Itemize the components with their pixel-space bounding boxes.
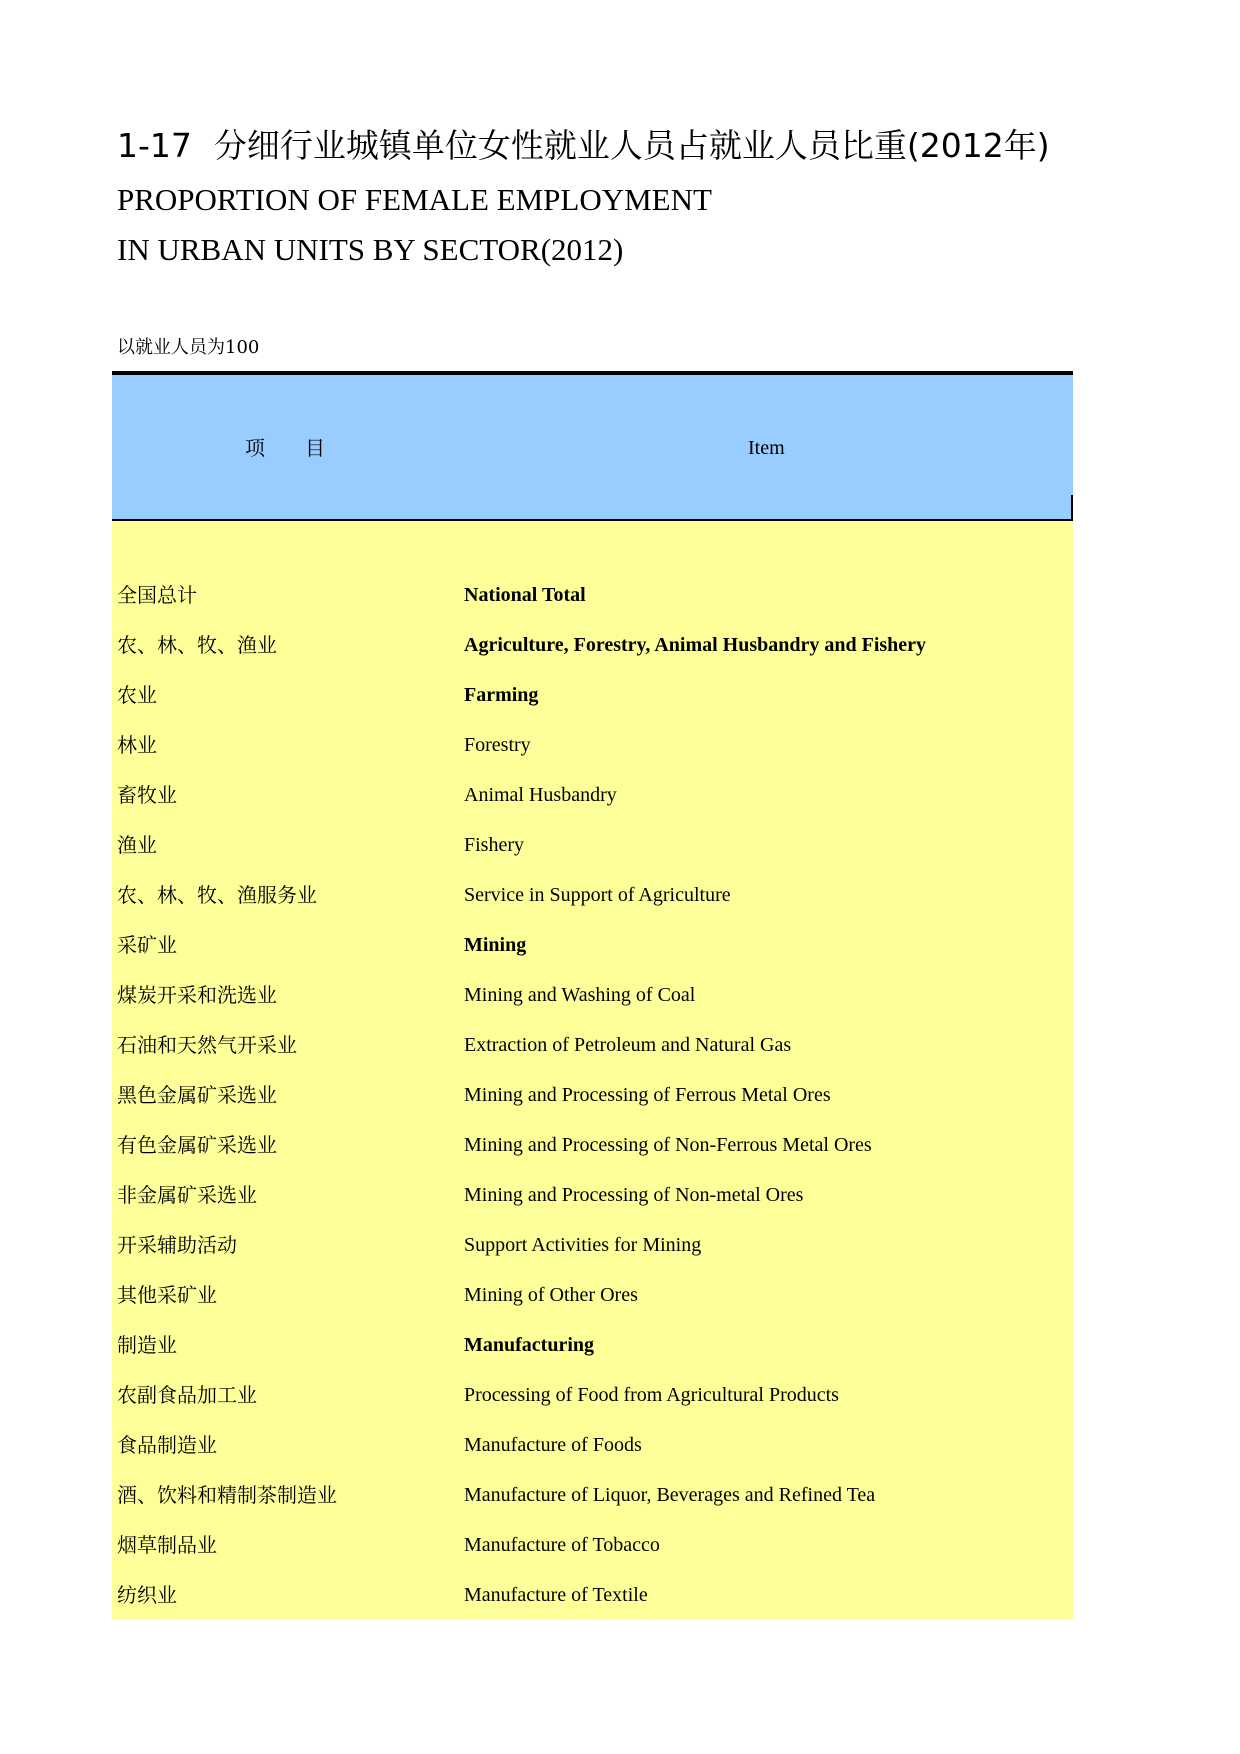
row-label-en: Mining and Processing of Ferrous Metal Ores	[464, 1084, 831, 1106]
title-cn-text: 分细行业城镇单位女性就业人员占就业人员比重(2012年)	[213, 126, 1050, 165]
row-label-en: National Total	[464, 584, 586, 606]
row-label-cn: 农副食品加工业	[117, 1383, 257, 1407]
page-title-cn	[117, 124, 1050, 168]
row-label-cn: 有色金属矿采选业	[117, 1133, 277, 1157]
row-label-en: Agriculture, Forestry, Animal Husbandry and Fishery	[464, 634, 927, 656]
table-row	[112, 825, 1073, 875]
table-row	[112, 1575, 1073, 1625]
row-label-cn: 农业	[117, 683, 157, 707]
row-label-en: Farming	[464, 684, 539, 706]
row-label-cn: 采矿业	[117, 933, 177, 957]
unit-note: 以就业人员为100	[117, 337, 260, 358]
table-row	[112, 1175, 1073, 1225]
row-label-en: Manufacturing	[464, 1334, 594, 1356]
row-label-en: Processing of Food from Agricultural Products	[464, 1384, 839, 1406]
row-label-en: Mining of Other Ores	[464, 1284, 638, 1306]
row-label-cn: 其他采矿业	[117, 1283, 217, 1307]
row-label-cn: 食品制造业	[117, 1433, 217, 1457]
table-rows	[112, 575, 1073, 1625]
row-label-cn: 煤炭开采和洗选业	[117, 983, 277, 1007]
row-label-en: Mining and Processing of Non-Ferrous Metal Ores	[464, 1134, 872, 1156]
row-label-en: Mining and Processing of Non-metal Ores	[464, 1184, 804, 1206]
table-row	[112, 1475, 1073, 1525]
row-label-en: Service in Support of Agriculture	[464, 884, 731, 906]
row-label-en: Animal Husbandry	[464, 784, 617, 806]
row-label-cn: 非金属矿采选业	[117, 1183, 257, 1207]
row-label-en: Manufacture of Foods	[464, 1434, 642, 1456]
table-row	[112, 1325, 1073, 1375]
table-row	[112, 1125, 1073, 1175]
table-row	[112, 725, 1073, 775]
table-row	[112, 1275, 1073, 1325]
row-label-en: Manufacture of Textile	[464, 1584, 648, 1606]
row-label-cn: 石油和天然气开采业	[117, 1033, 297, 1057]
row-label-cn: 烟草制品业	[117, 1533, 217, 1557]
table-number: 1-17	[117, 126, 192, 165]
row-label-cn: 农、林、牧、渔业	[117, 633, 277, 657]
table-row	[112, 675, 1073, 725]
row-label-cn: 制造业	[117, 1333, 177, 1357]
row-label-en: Mining and Washing of Coal	[464, 984, 696, 1006]
row-label-en: Manufacture of Liquor, Beverages and Refined Tea	[464, 1484, 876, 1506]
row-label-cn: 纺织业	[117, 1583, 177, 1607]
row-label-cn: 酒、饮料和精制茶制造业	[117, 1483, 337, 1507]
row-label-en: Support Activities for Mining	[464, 1234, 702, 1256]
table-row	[112, 625, 1073, 675]
row-label-cn: 开采辅助活动	[117, 1233, 237, 1257]
row-label-en: Extraction of Petroleum and Natural Gas	[464, 1034, 792, 1056]
table-row	[112, 1375, 1073, 1425]
table-row	[112, 1525, 1073, 1575]
row-label-en: Manufacture of Tobacco	[464, 1534, 660, 1556]
row-label-cn: 黑色金属矿采选业	[117, 1083, 277, 1107]
table-row	[112, 925, 1073, 975]
row-label-cn: 畜牧业	[117, 783, 177, 807]
table-row	[112, 875, 1073, 925]
row-label-cn: 林业	[117, 733, 157, 757]
table-row	[112, 1225, 1073, 1275]
row-label-cn: 渔业	[117, 833, 157, 857]
table-row	[112, 1025, 1073, 1075]
table-row	[112, 975, 1073, 1025]
page-title-en-line2: IN URBAN UNITS BY SECTOR(2012)	[117, 232, 624, 267]
table-row	[112, 575, 1073, 625]
page-title-en-line1: PROPORTION OF FEMALE EMPLOYMENT	[117, 182, 712, 217]
row-label-cn: 全国总计	[117, 583, 197, 607]
header-item-cn: 项 目	[245, 436, 325, 460]
header-border-tick	[1071, 495, 1073, 523]
table-row	[112, 1075, 1073, 1125]
table-row	[112, 1425, 1073, 1475]
row-label-en: Mining	[464, 934, 527, 956]
row-label-en: Fishery	[464, 834, 524, 856]
table-row	[112, 775, 1073, 825]
row-label-cn: 农、林、牧、渔服务业	[117, 883, 317, 907]
row-label-en: Forestry	[464, 734, 531, 756]
header-item-en: Item	[748, 437, 785, 459]
